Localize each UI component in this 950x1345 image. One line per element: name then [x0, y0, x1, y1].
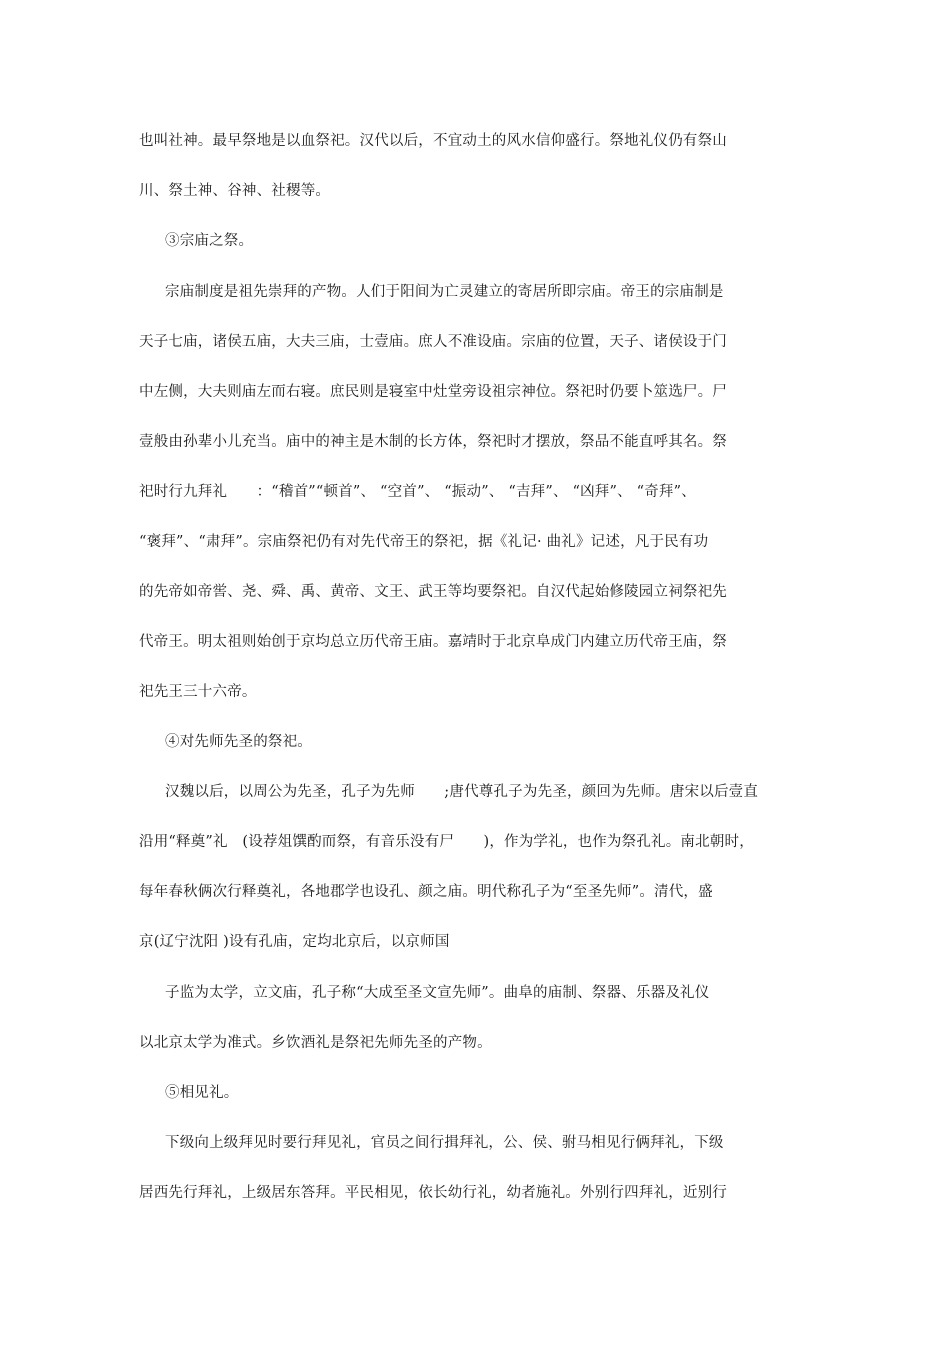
text-line: 京(辽宁沈阳 )设有孔庙，定均北京后，以京师国: [139, 934, 450, 950]
text-line: 居西先行拜礼，上级居东答拜。平民相见，依长幼行礼，幼者施礼。外别行四拜礼，近别行: [139, 1185, 727, 1201]
text-line: 天子七庙，诸侯五庙，大夫三庙，士壹庙。庶人不准设庙。宗庙的位置，天子、诸侯设于门: [139, 334, 727, 350]
text-line: 代帝王。明太祖则始创于京均总立历代帝王庙。嘉靖时于北京阜成门内建立历代帝王庙，祭: [139, 634, 727, 650]
text-line: 以北京太学为准式。乡饮酒礼是祭祀先师先圣的产物。: [139, 1035, 492, 1051]
text-line: 每年春秋俩次行释奠礼，各地郡学也设孔、颜之庙。明代称孔子为“至圣先师”。清代，盛: [139, 884, 713, 900]
text-line: 祀时行九拜礼 ：“稽首”“顿首”、 “空首”、 “振动”、 “吉拜”、 “凶拜”、 “奇拜”、: [139, 484, 696, 500]
text-line: 的先帝如帝喾、尧、舜、禹、黄帝、文王、武王等均要祭祀。自汉代起始修陵园立祠祭祀先: [139, 584, 727, 600]
section-heading: ③宗庙之祭。: [165, 233, 254, 249]
text-line: 沿用“释奠”礼 (设荐俎馔酌而祭，有音乐没有尸 )，作为学礼，也作为祭孔礼。南北朝时，: [139, 834, 754, 850]
text-line: 子监为太学，立文庙，孔子称“大成至圣文宣先师”。曲阜的庙制、祭器、乐器及礼仪: [165, 985, 710, 1001]
text-line: 宗庙制度是祖先崇拜的产物。人们于阳间为亡灵建立的寄居所即宗庙。帝王的宗庙制是: [165, 284, 724, 300]
section-heading: ④对先师先圣的祭祀。: [165, 734, 312, 750]
text-line: 祀先王三十六帝。: [139, 684, 257, 700]
text-line: 川、祭土神、谷神、社稷等。: [139, 183, 331, 199]
text-line: 中左侧，大夫则庙左而右寝。庶民则是寝室中灶堂旁设祖宗神位。祭祀时仍要卜筮选尸。尸: [139, 384, 727, 400]
text-line: 下级向上级拜见时要行拜见礼，官员之间行揖拜礼，公、侯、驸马相见行俩拜礼，下级: [165, 1135, 724, 1151]
text-line: “褒拜”、“肃拜”。宗庙祭祀仍有对先代帝王的祭祀，据《礼记· 曲礼》记述，凡于民有功: [139, 534, 709, 550]
text-line: 也叫社神。最早祭地是以血祭祀。汉代以后，不宜动土的风水信仰盛行。祭地礼仪仍有祭山: [139, 133, 727, 149]
text-line: 壹般由孙辈小儿充当。庙中的神主是木制的长方体，祭祀时才摆放，祭品不能直呼其名。祭: [139, 434, 727, 450]
section-heading: ⑤相见礼。: [165, 1085, 239, 1101]
text-line: 汉魏以后，以周公为先圣，孔子为先师 ;唐代尊孔子为先圣，颜回为先师。唐宋以后壹直: [165, 784, 759, 800]
